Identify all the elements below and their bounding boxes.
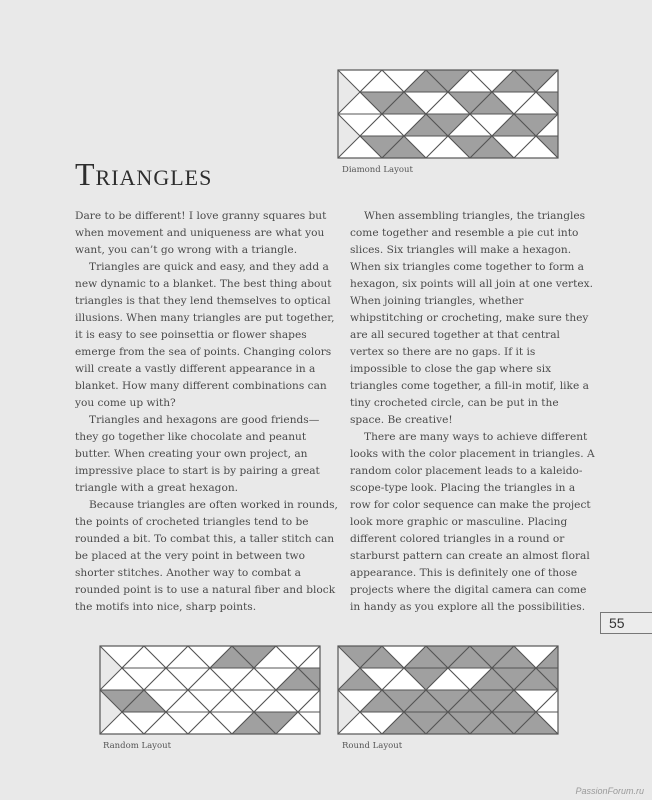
triangle-tile [646,114,652,136]
paragraph: Dare to be different! I love granny squares but when movement and uniqueness are what you want, you can’t go wrong with a triangle. [75,210,327,256]
triangle-tile [580,136,624,158]
triangle-tile [646,70,652,92]
triangle-tile [624,668,652,690]
paragraph: There are many ways to achieve different looks with the color placement in triangles. A random color placement leads to a kaleido-scope-type look. Placing the triangles in a row for color sequence can make the project look more graphic or masculine. Placing different colored triangles in a round or starburst pattern can create an almost floral appearance. This is definitely one of those projects where the digital camera can come in handy as you explore all the possibilities. [350,431,595,613]
triangle-tile [558,690,602,712]
paragraph: Because triangles are often worked in rounds, the points of crocheted triangles tend to be rounded a bit. To combat this, a taller stitch can be placed at the very point in between two shorter stitches. Another way to combat a rounded point is to use a natural fiber and block the motifs into nice, sharp points. [75,499,338,613]
paragraph: Triangles and hexagons are good friends—they go together like chocolate and peanut butter. When creating your own project, an impressive place to start is by pairing a great triangle with a great hexagon. [75,414,320,494]
right-column [350,208,595,616]
triangle-tile [624,690,652,712]
triangle-tile [624,114,652,136]
page-number: 55 [600,612,652,634]
triangle-tile [580,70,624,92]
triangle-tile [558,646,602,668]
triangle-tile [580,668,624,690]
triangle-tile [646,712,652,734]
paragraph: Triangles are quick and easy, and they add a new dynamic to a blanket. The best thing about triangles is that they lend themselves to optical illusions. When many triangles are put together, it is easy to see poinsettia or flower shapes emerge from the sea of points. Changing colors will create a vastly different appearance in a blanket. How many different combinations can you come up with? [75,261,335,409]
diamond-layout-illustration [338,70,560,158]
triangle-tile [558,92,602,114]
round-layout-caption: Round Layout [342,741,403,751]
paragraph: When assembling triangles, the triangles come together and resemble a pie cut into slices. Six triangles will make a hexagon. When six triangles come together to form a hexagon, six points will all join at one vertex. When joining triangles, whether whipstitching or crocheting, make sure they are all secured together at that central vertex so there are no gaps. If it is impossible to close the gap where six triangles come together, a fill-in motif, like a tiny crocheted circle, can be put in the space. Be creative! [350,210,593,426]
triangle-tile [558,712,602,734]
triangle-tile [602,668,646,690]
random-layout-illustration [100,646,322,734]
triangle-tile [624,136,652,158]
watermark: PassionForum.ru [575,786,644,796]
page-title: Triangles [75,156,213,192]
triangle-tile [602,114,646,136]
triangle-tile [602,70,646,92]
triangle-tile [558,668,602,690]
triangle-tile [580,646,624,668]
round-layout-illustration [338,646,560,734]
triangle-tile [624,70,652,92]
triangle-tile [558,114,602,136]
triangle-tile [646,668,652,690]
triangle-tile [602,690,646,712]
triangle-tile [602,646,646,668]
triangle-tile [624,92,652,114]
triangle-tile [646,646,652,668]
triangle-tile [646,92,652,114]
random-layout-caption: Random Layout [103,741,171,751]
triangle-tile [558,136,602,158]
triangle-tile [602,92,646,114]
triangle-tile [602,712,646,734]
triangle-tile [580,92,624,114]
triangle-tile [624,646,652,668]
triangle-tile [602,136,646,158]
triangle-tile [624,712,652,734]
triangle-tile [646,136,652,158]
triangle-tile [580,690,624,712]
triangle-tile [580,114,624,136]
diamond-layout-caption: Diamond Layout [342,165,413,175]
triangle-tile [580,712,624,734]
left-column [75,208,340,616]
triangle-tile [558,70,602,92]
triangle-tile [646,690,652,712]
